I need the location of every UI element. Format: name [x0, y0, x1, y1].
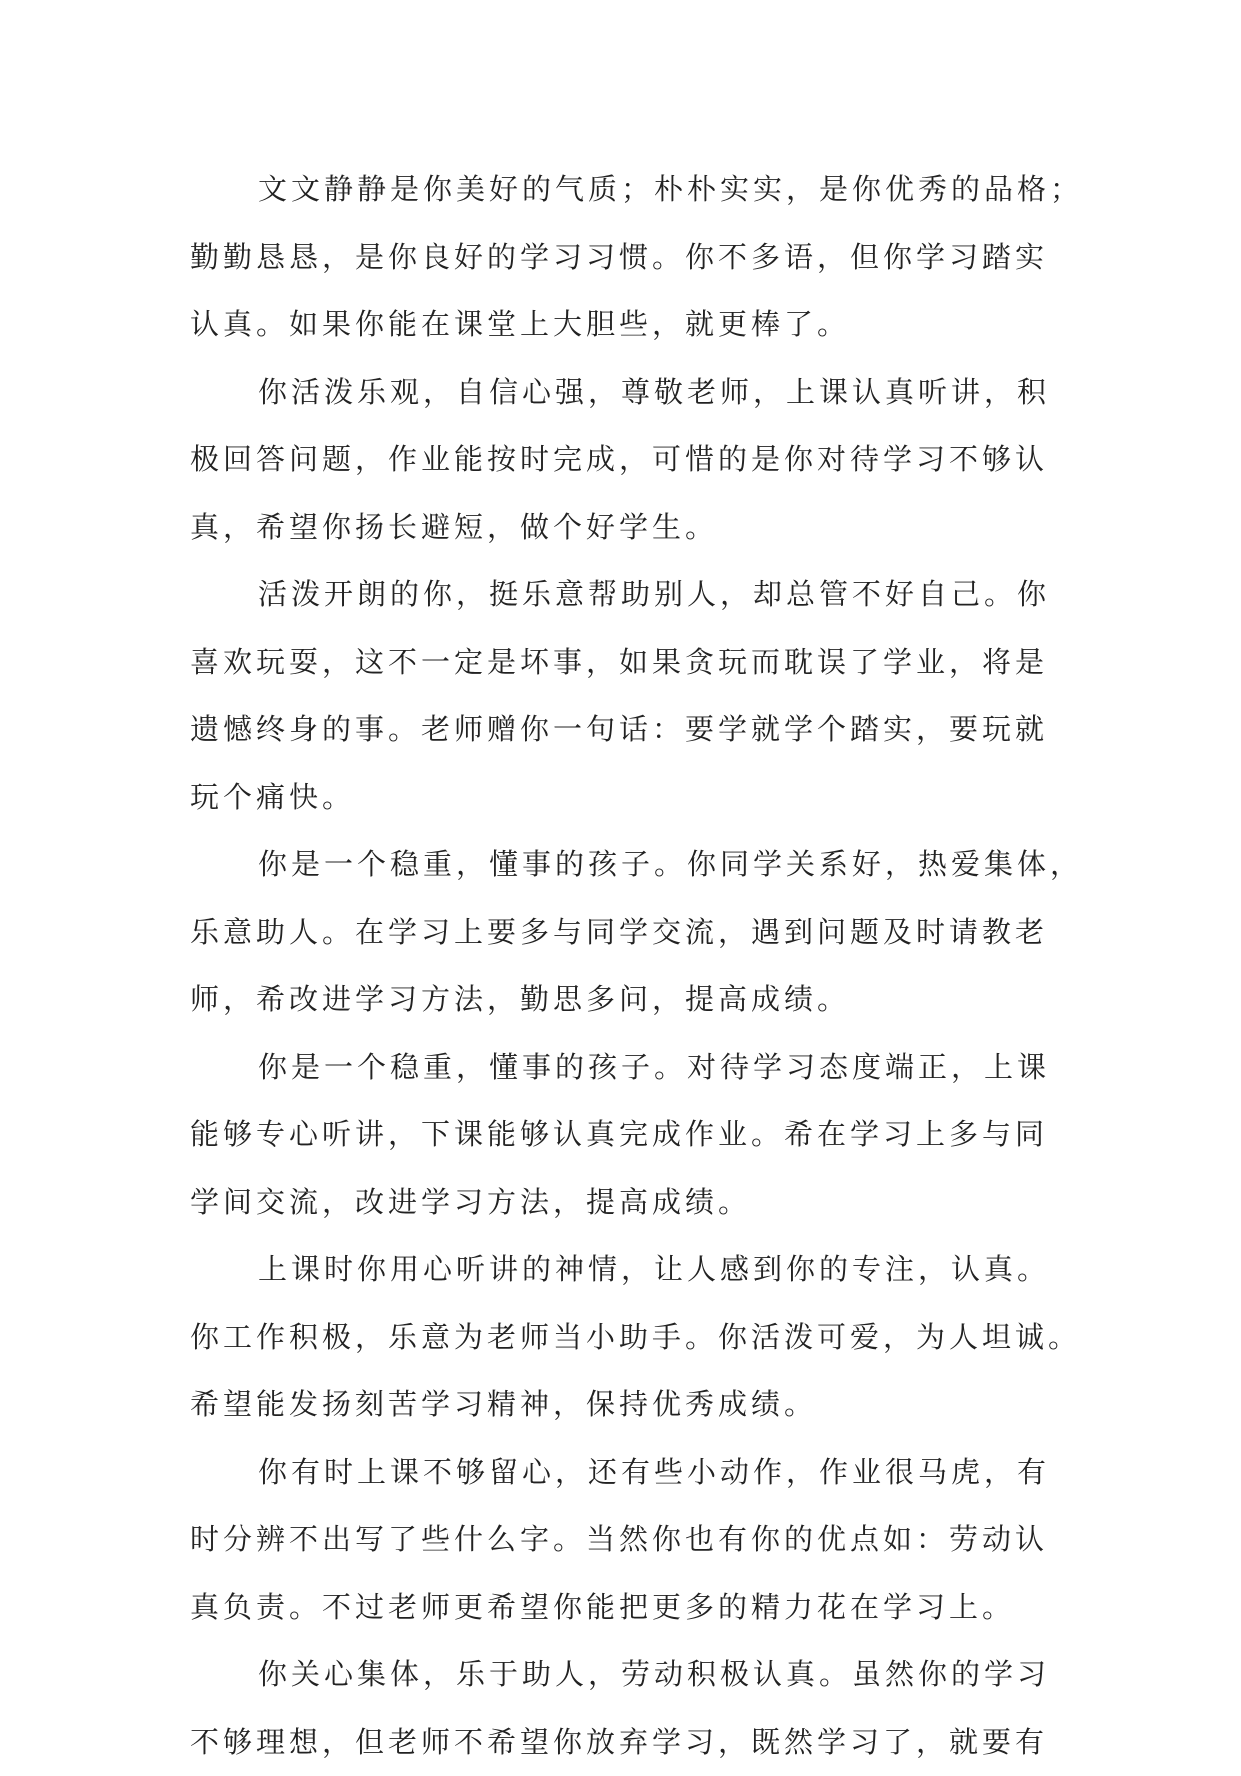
text-line: 你关心集体，乐于助人，劳动积极认真。虽然你的学习 — [190, 1641, 1070, 1709]
text-line: 你有时上课不够留心，还有些小动作，作业很马虎，有 — [190, 1439, 1070, 1507]
text-line: 喜欢玩耍，这不一定是坏事，如果贪玩而耽误了学业，将是 — [190, 629, 1070, 697]
text-line: 时分辨不出写了些什么字。当然你也有你的优点如：劳动认 — [190, 1506, 1070, 1574]
text-line: 希望能发扬刻苦学习精神，保持优秀成绩。 — [190, 1371, 1070, 1439]
paragraph-7 — [190, 1439, 1070, 1642]
paragraph-8 — [190, 1641, 1070, 1776]
text-line: 勤勤恳恳，是你良好的学习习惯。你不多语，但你学习踏实 — [190, 224, 1070, 292]
paragraph-4 — [190, 831, 1070, 1034]
text-line: 你是一个稳重，懂事的孩子。你同学关系好，热爱集体， — [190, 831, 1070, 899]
text-line: 你活泼乐观，自信心强，尊敬老师，上课认真听讲，积 — [190, 359, 1070, 427]
paragraph-1 — [190, 156, 1070, 359]
text-line: 玩个痛快。 — [190, 764, 1070, 832]
text-line: 真，希望你扬长避短，做个好学生。 — [190, 494, 1070, 562]
text-line: 极回答问题，作业能按时完成，可惜的是你对待学习不够认 — [190, 426, 1070, 494]
paragraph-3 — [190, 561, 1070, 831]
text-line: 学间交流，改进学习方法，提高成绩。 — [190, 1169, 1070, 1237]
paragraph-6 — [190, 1236, 1070, 1439]
text-line: 不够理想，但老师不希望你放弃学习，既然学习了，就要有 — [190, 1709, 1070, 1776]
text-line: 活泼开朗的你，挺乐意帮助别人，却总管不好自己。你 — [190, 561, 1070, 629]
document-body — [190, 156, 1070, 1776]
text-line: 上课时你用心听讲的神情，让人感到你的专注，认真。 — [190, 1236, 1070, 1304]
text-line: 遗憾终身的事。老师赠你一句话：要学就学个踏实，要玩就 — [190, 696, 1070, 764]
text-line: 能够专心听讲，下课能够认真完成作业。希在学习上多与同 — [190, 1101, 1070, 1169]
text-line: 认真。如果你能在课堂上大胆些，就更棒了。 — [190, 291, 1070, 359]
text-line: 乐意助人。在学习上要多与同学交流，遇到问题及时请教老 — [190, 899, 1070, 967]
text-line: 真负责。不过老师更希望你能把更多的精力花在学习上。 — [190, 1574, 1070, 1642]
paragraph-2 — [190, 359, 1070, 562]
text-line: 你工作积极，乐意为老师当小助手。你活泼可爱，为人坦诚。 — [190, 1304, 1070, 1372]
text-line: 你是一个稳重，懂事的孩子。对待学习态度端正，上课 — [190, 1034, 1070, 1102]
text-line: 文文静静是你美好的气质；朴朴实实，是你优秀的品格； — [190, 156, 1070, 224]
text-line: 师，希改进学习方法，勤思多问，提高成绩。 — [190, 966, 1070, 1034]
paragraph-5 — [190, 1034, 1070, 1237]
